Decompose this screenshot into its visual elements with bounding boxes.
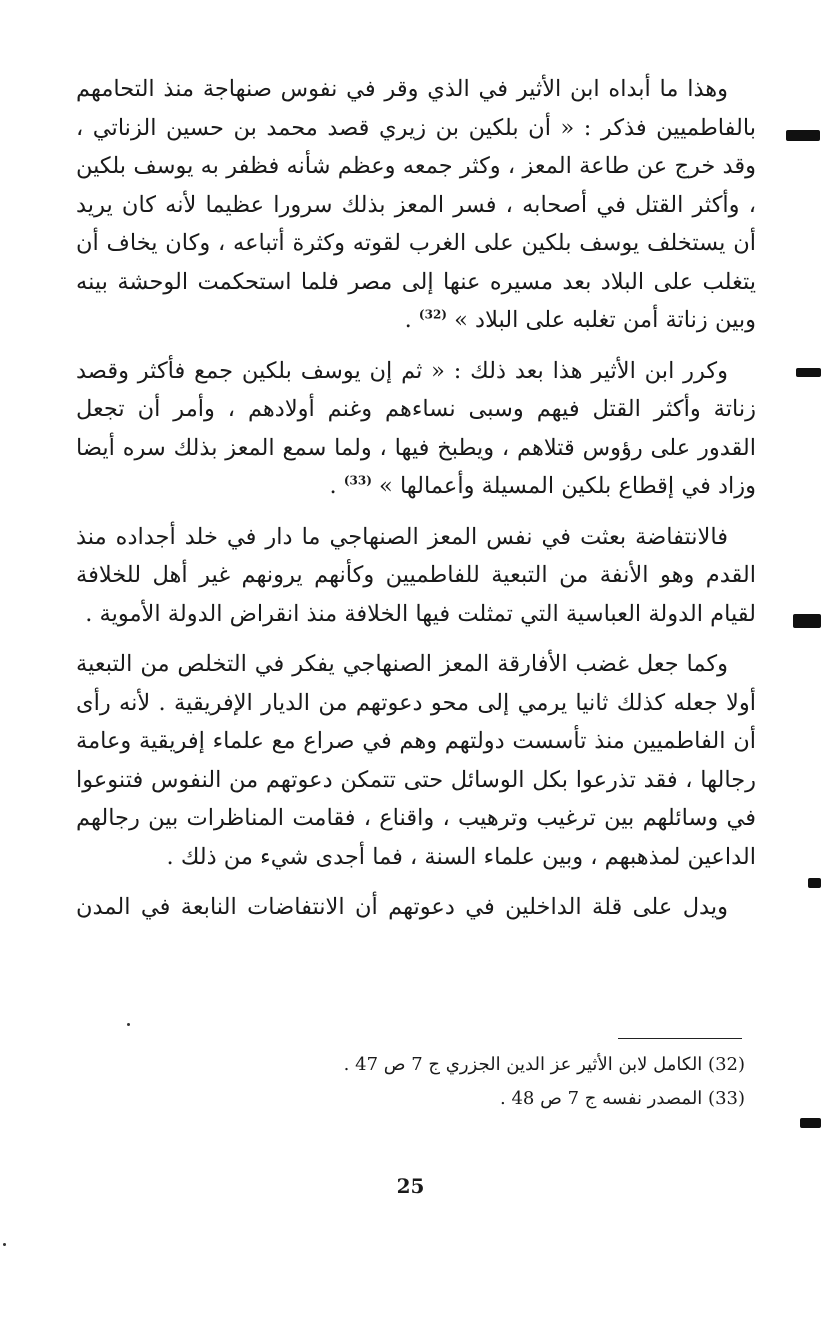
- scan-mark: [808, 878, 821, 888]
- scan-mark: [800, 1118, 821, 1128]
- footnote-33: (33) المصدر نفسه ج 7 ص 48 .: [500, 1088, 745, 1109]
- footnote-ref-33: (33): [343, 473, 372, 488]
- paragraph-4: وكما جعل غضب الأفارقة المعز الصنهاجي يفكر في التخلص من التبعية أولا جعله كذلك ثانيا يرمي إلى محو دعوتهم من الديار الإفريقية . لأنه رأى أن الفاطميين منذ تأسست دولتهم وهم في صراع مع علماء إفريقية وعامة رجالها ، فقد تذرعوا بكل الوسائل حتى تتمكن دعوتهم من النفوس فتنوعوا في وسائلهم بين ترغيب وترهيب ، واقناع ، فقامت المناظرات بين رجالهم الداعين لمذهبهم ، وبين علماء السنة ، فما أجدى شيء من ذلك .: [76, 651, 756, 870]
- scan-speck: [3, 1243, 6, 1246]
- footnotes: [250, 1048, 745, 1116]
- paragraph-1: [76, 70, 756, 340]
- scan-mark: [786, 130, 820, 141]
- scan-mark: [793, 614, 821, 628]
- paragraph-3: فالانتفاضة بعثت في نفس المعز الصنهاجي ما دار في خلد أجداده منذ القدم وهو الأنفة من التبعية للفاطميين وكأنهم يرونهم غير أهل للخلافة لقيام الدولة العباسية التي تمثلت فيها الخلافة منذ انقراض الدولة الأموية .: [76, 523, 756, 627]
- scan-mark: [796, 368, 821, 377]
- scan-speck: [127, 1023, 130, 1026]
- footnote-divider: [618, 1038, 742, 1039]
- paragraph-2-tail: .: [329, 473, 344, 499]
- paragraph-5: ويدل على قلة الداخلين في دعوتهم أن الانتفاضات النابعة في المدن: [76, 894, 728, 920]
- paragraph-2-text: وكرر ابن الأثير هذا بعد ذلك : « ثم إن يوسف بلكين جمع فأكثر وقصد زناتة وأكثر القتل فيهم وسبى نساءهم وغنم أولادهم ، وأمر أن تجعل القدور على رؤوس قتلاهم ، ويطبخ فيها ، ولما سمع المعز بذلك سره أيضا وزاد في إقطاع بلكين المسيلة وأعمالها »: [76, 357, 756, 499]
- body-text: [76, 70, 756, 939]
- footnote-ref-32: (32): [418, 307, 447, 322]
- paragraph-2: [76, 352, 756, 506]
- paragraph-1-text: وهذا ما أبداه ابن الأثير في الذي وقر في نفوس صنهاجة منذ التحامهم بالفاطميين فذكر : « أن بلكين بن زيري قصد محمد بن حسين الزناتي ، وقد خرج عن طاعة المعز ، وكثر جمعه وعظم شأنه فظفر به يوسف بلكين ، وأكثر القتل في أصحابه ، فسر المعز بذلك سرورا عظيما لأنه كان يريد أن يستخلف يوسف بلكين على الغرب لقوته وكثرة أتباعه ، وكان يخاف أن يتغلب على البلاد بعد مسيره عنها إلى مصر فلما استحكمت الوحشة بينه وبين زناتة أمن تغلبه على البلاد »: [76, 76, 756, 333]
- paragraph-1-tail: .: [404, 307, 419, 333]
- page-number: 25: [396, 1174, 425, 1198]
- footnote-32: (32) الكامل لابن الأثير عز الدين الجزري ج 7 ص 47 .: [343, 1054, 745, 1075]
